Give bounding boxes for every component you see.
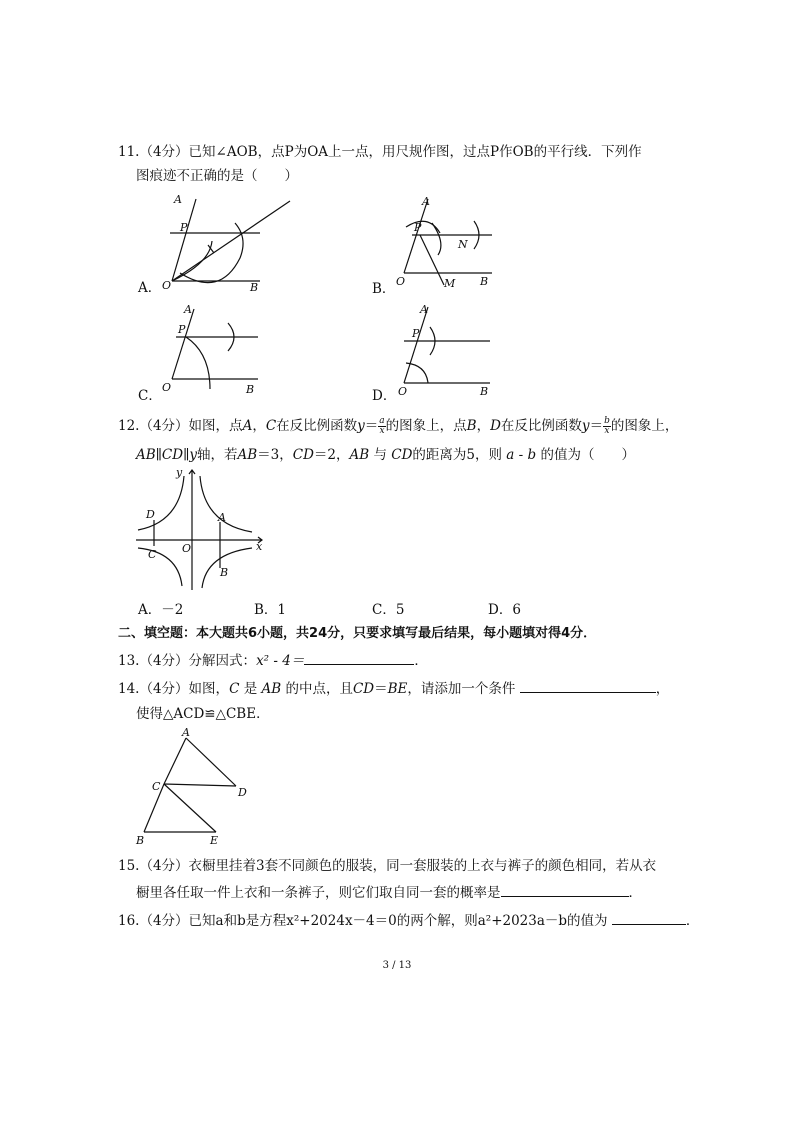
q11-option-a: A． bbox=[138, 280, 162, 296]
label-b: B bbox=[136, 834, 145, 847]
label-c: C bbox=[152, 780, 161, 793]
label-b: B bbox=[220, 566, 229, 579]
label-a: A bbox=[174, 193, 182, 206]
q15-answer-blank[interactable] bbox=[501, 882, 629, 897]
q12-graph bbox=[134, 464, 274, 594]
label-d: D bbox=[238, 786, 247, 799]
q16-stem: 16.（4分）已知a和b是方程x²+2024x－4＝0的两个解，则a²+2023a－b的值为 ． bbox=[118, 910, 699, 931]
q14-figure bbox=[134, 726, 264, 850]
q15-stem-line1: 15.（4分）衣橱里挂着3套不同颜色的服装，同一套服装的上衣与裤子的颜色相同，若从衣 bbox=[118, 858, 657, 874]
label-x: x bbox=[256, 540, 263, 553]
label-a: A bbox=[422, 195, 430, 208]
label-a: A bbox=[420, 303, 428, 316]
q11-stem-line2: 图痕迹不正确的是（ ） bbox=[136, 168, 298, 184]
q11-figure-d bbox=[394, 303, 504, 398]
q12-stem-line2: AB∥CD∥y轴，若AB＝3，CD＝2，AB 与 CD的距离为5，则 a - b 的值为（ ） bbox=[136, 447, 635, 463]
label-n: N bbox=[458, 238, 468, 251]
q16-answer-blank[interactable] bbox=[612, 910, 686, 925]
section-2-heading: 二、填空题：本大题共6小题，共24分，只要求填写最后结果，每小题填对得4分． bbox=[118, 626, 597, 641]
q14-answer-blank[interactable] bbox=[520, 678, 656, 693]
q11-figure-b bbox=[392, 193, 502, 293]
q12-option-c: C．5 bbox=[372, 602, 405, 618]
q11-option-c: C． bbox=[138, 388, 162, 404]
q12-option-a: A．－2 bbox=[138, 602, 184, 618]
label-p: P bbox=[180, 221, 188, 234]
label-o: O bbox=[162, 381, 172, 394]
label-p: P bbox=[412, 327, 420, 340]
label-a: A bbox=[184, 303, 192, 316]
q14-stem-line1: 14.（4分）如图，C 是 AB 的中点，且CD＝BE，请添加一个条件 ， bbox=[118, 678, 669, 699]
label-o: O bbox=[396, 275, 406, 288]
q11-stem-line1: 11.（4分）已知∠AOB，点P为OA上一点，用尺规作图，过点P作OB的平行线．下列作 bbox=[118, 144, 642, 160]
label-o: O bbox=[398, 385, 408, 398]
page-number: 3 / 13 bbox=[382, 960, 412, 971]
q13-answer-blank[interactable] bbox=[304, 650, 414, 665]
q11-option-d: D． bbox=[372, 388, 397, 404]
q14-stem-line2: 使得△ACD≌△CBE． bbox=[136, 706, 270, 722]
label-a: A bbox=[218, 511, 226, 524]
label-m: M bbox=[444, 277, 456, 290]
label-p: P bbox=[178, 323, 186, 336]
q12-option-d: D．6 bbox=[488, 602, 521, 618]
label-c: C bbox=[148, 548, 157, 561]
q12-option-b: B．1 bbox=[254, 602, 287, 618]
label-e: E bbox=[210, 834, 219, 847]
label-o: O bbox=[162, 279, 172, 292]
label-b: B bbox=[480, 385, 489, 398]
q13-stem: 13.（4分）分解因式：x² - 4＝ ． bbox=[118, 650, 428, 671]
label-b: B bbox=[246, 383, 255, 396]
label-p: P bbox=[414, 221, 422, 234]
label-o: O bbox=[182, 542, 192, 555]
q11-option-b: B． bbox=[372, 281, 396, 297]
q11-figure-c bbox=[158, 303, 268, 398]
label-a: A bbox=[182, 726, 190, 739]
q12-stem-line1: 12.（4分）如图，点A，C在反比例函数y＝ $\frac{a}{x}$ 的图象上，点B，D在反比例函数y＝ $\frac{b}{x}$ 的图象上， bbox=[118, 416, 679, 436]
label-y: y bbox=[176, 466, 183, 479]
q15-stem-line2: 橱里各任取一件上衣和一条裤子，则它们取自同一套的概率是 ． bbox=[136, 882, 642, 903]
q11-figure-a bbox=[150, 193, 310, 293]
label-b: B bbox=[480, 275, 489, 288]
label-d: D bbox=[146, 508, 155, 521]
label-b: B bbox=[250, 281, 259, 293]
